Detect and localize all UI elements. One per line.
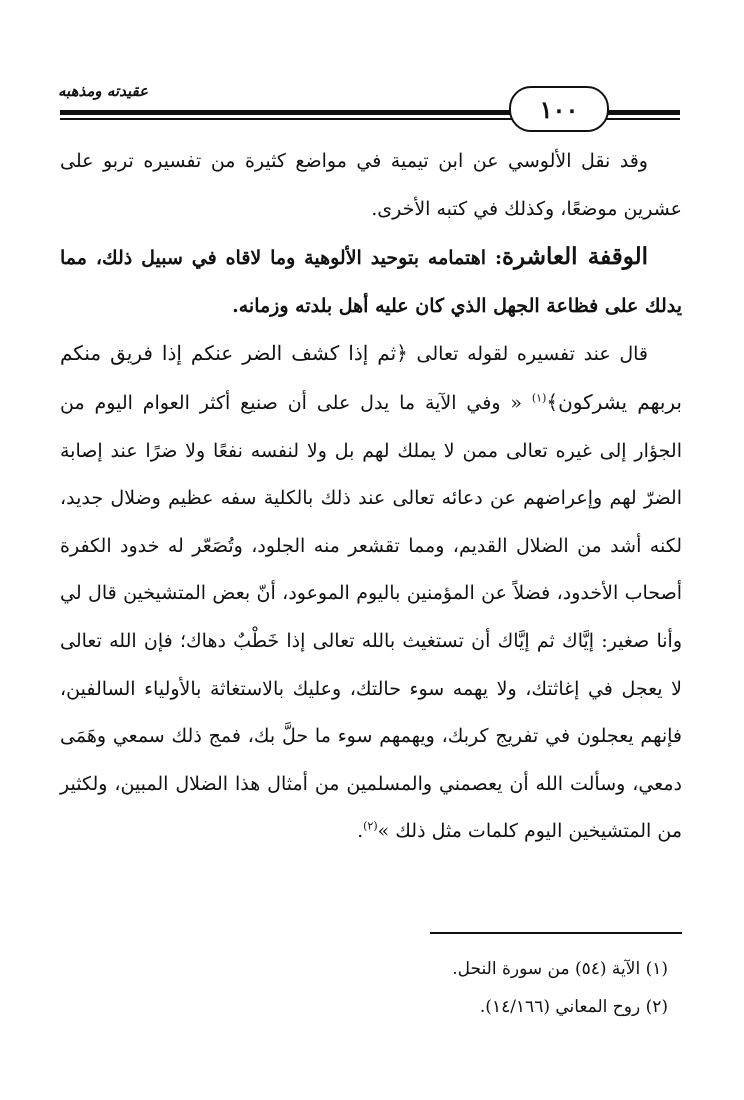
paragraph-1 <box>60 138 682 233</box>
paragraph-1-line-1: وقد نقل الألوسي عن ابن تيمية في مواضع كثيرة من تفسيره تربو على <box>60 150 648 172</box>
footnote-ref-1[interactable]: (١) <box>531 391 547 405</box>
section-subtitle: : اهتمامه بتوحيد الألوهية وما لاقاه في سبيل ذلك، مما يدلك على فظاعة الجهل الذي كان عليه أهل بلدته وزمانه. <box>60 247 682 317</box>
paragraph-1-line-2: عشرين موضعًا، وكذلك في كتبه الأخرى. <box>371 197 682 220</box>
footnotes <box>60 950 668 1026</box>
body-text <box>60 138 682 856</box>
quran-verse: ﴿ثم إذا كشف الضر عنكم إذا فريق منكم بربهم يشركون﴾ <box>60 341 682 414</box>
section-heading <box>60 233 682 330</box>
footnote-1: (١) الآية (٥٤) من سورة النحل. <box>452 959 668 979</box>
running-title: عقيدته ومذهبه <box>58 82 149 100</box>
footnote-ref-2[interactable]: (٢) <box>363 819 378 833</box>
paragraph-3-end: . <box>357 820 364 843</box>
footnote-2: (٢) روح المعاني (١٤/١٦٦). <box>479 997 668 1017</box>
paragraph-3-quote: « وفي الآية ما يدل على أن صنيع أكثر العوام اليوم من الجؤار إلى غيره تعالى ممن لا يملك لهم بل ولا لنفسه نفعًا ولا ضرًا عند إصابة الضرّ لهم وإعراضهم عن دعائه تعالى عند ذلك بالكلية سفه عظيم وضلال جديد، لكنه أشد من الضلال القديم، ومما تقشعر منه الجلود، وتُصَعّر له خدود الكفرة أصحاب الأخدود، فضلاً عن المؤمنين باليوم الموعود، أنّ بعض المتشيخين قال لي وأنا صغير: إيَّاك ثم إيَّاك أن تستغيث بالله تعالى إذا خَطْبٌ دهاك؛ فإن الله تعالى لا يعجل في إغاثتك، ولا يهمه سوء حالتك، وعليك بالاستغاثة بالأولياء السالفين، فإنهم يعجلون في تفريج كربك، ويهمهم سوء ما حلَّ بك، فمج ذلك سمعي وهَمَى دمعي، وسألت الله أن يعصمني والمسلمين من أمثال هذا الضلال المبين، ولكثير من المتشيخين اليوم كلمات مثل ذلك » <box>60 391 682 843</box>
section-title: الوقفة العاشرة <box>501 243 649 271</box>
paragraph-3-intro: قال عند تفسيره لقوله تعالى <box>407 343 648 366</box>
paragraph-3 <box>60 330 682 856</box>
page-number: ١٠٠ <box>509 86 609 132</box>
footnote-separator <box>430 932 682 934</box>
